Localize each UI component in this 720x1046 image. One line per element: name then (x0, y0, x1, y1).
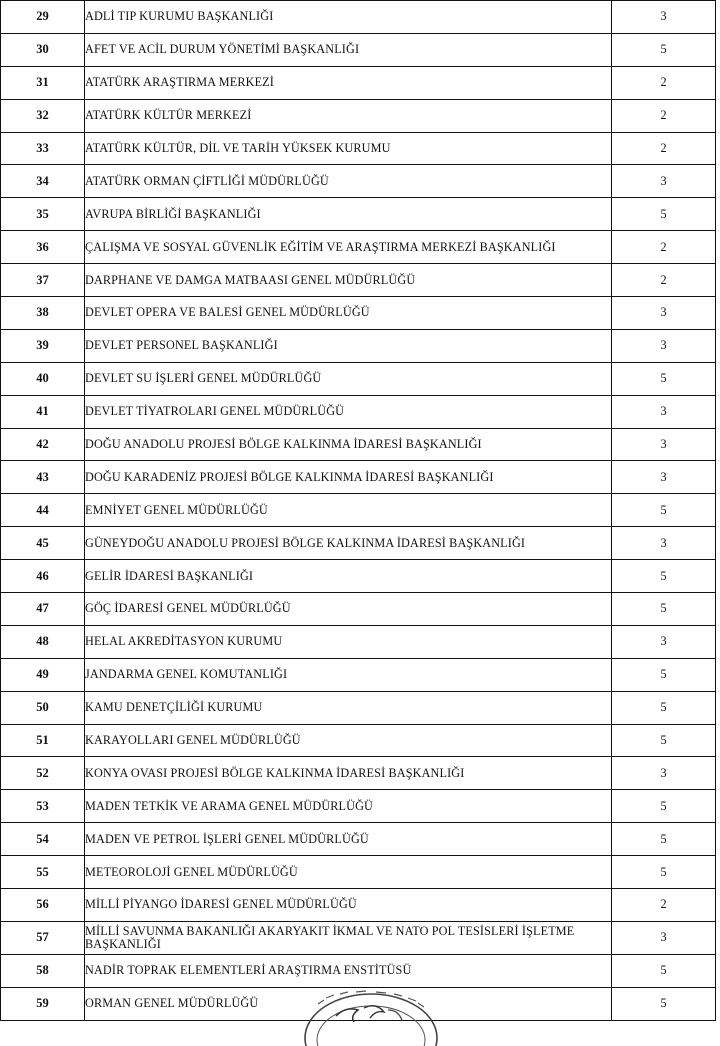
table-row (1, 724, 716, 757)
table-row (1, 66, 716, 99)
table-row (1, 395, 716, 428)
row-value: 3 (612, 921, 716, 954)
row-value: 3 (612, 428, 716, 461)
row-value: 3 (612, 297, 716, 330)
table-row (1, 691, 716, 724)
row-number: 56 (1, 889, 85, 922)
institution-name: KARAYOLLARI GENEL MÜDÜRLÜĞÜ (85, 724, 612, 757)
row-value: 5 (612, 33, 716, 66)
row-number: 52 (1, 757, 85, 790)
row-number: 51 (1, 724, 85, 757)
institution-name: ATATÜRK ARAŞTIRMA MERKEZİ (85, 66, 612, 99)
table-row (1, 33, 716, 66)
table-row (1, 658, 716, 691)
table-row (1, 297, 716, 330)
institution-name: GÖÇ İDARESİ GENEL MÜDÜRLÜĞÜ (85, 593, 612, 626)
row-value: 2 (612, 889, 716, 922)
row-value: 3 (612, 165, 716, 198)
row-value: 5 (612, 823, 716, 856)
row-value: 5 (612, 494, 716, 527)
row-number: 58 (1, 954, 85, 987)
row-value: 5 (612, 593, 716, 626)
table-row (1, 461, 716, 494)
table-row (1, 264, 716, 297)
row-value: 5 (612, 691, 716, 724)
row-value: 2 (612, 264, 716, 297)
institution-name: GELİR İDARESİ BAŞKANLIĞI (85, 560, 612, 593)
row-value: 5 (612, 560, 716, 593)
row-number: 48 (1, 625, 85, 658)
table-row (1, 889, 716, 922)
institution-name: DEVLET OPERA VE BALESİ GENEL MÜDÜRLÜĞÜ (85, 297, 612, 330)
institution-name: MİLLİ PİYANGO İDARESİ GENEL MÜDÜRLÜĞÜ (85, 889, 612, 922)
row-number: 59 (1, 987, 85, 1020)
row-number: 34 (1, 165, 85, 198)
table-body (1, 1, 716, 1021)
row-number: 54 (1, 823, 85, 856)
institution-name: HELAL AKREDİTASYON KURUMU (85, 625, 612, 658)
row-value: 3 (612, 461, 716, 494)
table-row (1, 856, 716, 889)
institution-name: MADEN VE PETROL İŞLERİ GENEL MÜDÜRLÜĞÜ (85, 823, 612, 856)
row-number: 55 (1, 856, 85, 889)
row-number: 49 (1, 658, 85, 691)
row-number: 45 (1, 527, 85, 560)
institution-name: ATATÜRK KÜLTÜR MERKEZİ (85, 99, 612, 132)
table-row (1, 329, 716, 362)
table-row (1, 527, 716, 560)
row-value: 3 (612, 527, 716, 560)
table-row (1, 560, 716, 593)
institution-name: EMNİYET GENEL MÜDÜRLÜĞÜ (85, 494, 612, 527)
row-number: 31 (1, 66, 85, 99)
row-number: 36 (1, 231, 85, 264)
row-value: 5 (612, 362, 716, 395)
row-number: 29 (1, 1, 85, 34)
table-row (1, 494, 716, 527)
row-number: 47 (1, 593, 85, 626)
institution-name: MADEN TETKİK VE ARAMA GENEL MÜDÜRLÜĞÜ (85, 790, 612, 823)
row-value: 2 (612, 66, 716, 99)
table-row (1, 165, 716, 198)
table-row (1, 954, 716, 987)
institution-name: KONYA OVASI PROJESİ BÖLGE KALKINMA İDARESİ BAŞKANLIĞI (85, 757, 612, 790)
row-value: 3 (612, 1, 716, 34)
row-value: 5 (612, 987, 716, 1020)
row-number: 50 (1, 691, 85, 724)
row-value: 2 (612, 99, 716, 132)
row-number: 40 (1, 362, 85, 395)
table-row (1, 790, 716, 823)
institution-name: KAMU DENETÇİLİĞİ KURUMU (85, 691, 612, 724)
row-value: 3 (612, 625, 716, 658)
institution-name: ÇALIŞMA VE SOSYAL GÜVENLİK EĞİTİM VE ARAŞTIRMA MERKEZİ BAŞKANLIĞI (85, 231, 612, 264)
institution-name: DEVLET SU İŞLERİ GENEL MÜDÜRLÜĞÜ (85, 362, 612, 395)
row-number: 57 (1, 921, 85, 954)
table-row (1, 757, 716, 790)
institution-name: DARPHANE VE DAMGA MATBAASI GENEL MÜDÜRLÜĞÜ (85, 264, 612, 297)
table-row (1, 823, 716, 856)
row-value: 2 (612, 132, 716, 165)
row-number: 38 (1, 297, 85, 330)
row-number: 39 (1, 329, 85, 362)
row-number: 33 (1, 132, 85, 165)
table-row (1, 428, 716, 461)
row-number: 41 (1, 395, 85, 428)
table-row (1, 1, 716, 34)
table-row (1, 921, 716, 954)
table-row (1, 132, 716, 165)
row-value: 3 (612, 395, 716, 428)
row-value: 3 (612, 329, 716, 362)
institution-name: METEOROLOJİ GENEL MÜDÜRLÜĞÜ (85, 856, 612, 889)
row-number: 35 (1, 198, 85, 231)
institution-name: DEVLET TİYATROLARI GENEL MÜDÜRLÜĞÜ (85, 395, 612, 428)
table-row (1, 625, 716, 658)
row-number: 32 (1, 99, 85, 132)
row-number: 30 (1, 33, 85, 66)
institution-name: DOĞU ANADOLU PROJESİ BÖLGE KALKINMA İDARESİ BAŞKANLIĞI (85, 428, 612, 461)
official-seal-stamp-icon (296, 986, 446, 1046)
row-value: 5 (612, 856, 716, 889)
row-number: 43 (1, 461, 85, 494)
institution-name: ATATÜRK KÜLTÜR, DİL VE TARİH YÜKSEK KURUMU (85, 132, 612, 165)
institution-name: GÜNEYDOĞU ANADOLU PROJESİ BÖLGE KALKINMA İDARESİ BAŞKANLIĞI (85, 527, 612, 560)
row-number: 42 (1, 428, 85, 461)
institution-name: ATATÜRK ORMAN ÇİFTLİĞİ MÜDÜRLÜĞÜ (85, 165, 612, 198)
institution-name: AFET VE ACİL DURUM YÖNETİMİ BAŞKANLIĞI (85, 33, 612, 66)
row-value: 3 (612, 757, 716, 790)
row-value: 2 (612, 231, 716, 264)
institution-name: DEVLET PERSONEL BAŞKANLIĞI (85, 329, 612, 362)
table-row (1, 198, 716, 231)
institution-name: MİLLİ SAVUNMA BAKANLIĞI AKARYAKIT İKMAL VE NATO POL TESİSLERİ İŞLETME BAŞKANLIĞI (85, 921, 612, 954)
institution-name: DOĞU KARADENİZ PROJESİ BÖLGE KALKINMA İDARESİ BAŞKANLIĞI (85, 461, 612, 494)
institution-name: ADLİ TIP KURUMU BAŞKANLIĞI (85, 1, 612, 34)
row-number: 37 (1, 264, 85, 297)
institution-name: AVRUPA BİRLİĞİ BAŞKANLIĞI (85, 198, 612, 231)
row-number: 44 (1, 494, 85, 527)
institution-name: NADİR TOPRAK ELEMENTLERİ ARAŞTIRMA ENSTİTÜSÜ (85, 954, 612, 987)
institution-name: JANDARMA GENEL KOMUTANLIĞI (85, 658, 612, 691)
table-row (1, 99, 716, 132)
row-number: 53 (1, 790, 85, 823)
row-value: 5 (612, 658, 716, 691)
table-row (1, 593, 716, 626)
row-value: 5 (612, 724, 716, 757)
row-value: 5 (612, 790, 716, 823)
table-row (1, 362, 716, 395)
row-value: 5 (612, 954, 716, 987)
row-number: 46 (1, 560, 85, 593)
table-row (1, 231, 716, 264)
institution-name: ORMAN GENEL MÜDÜRLÜĞÜ (85, 987, 612, 1020)
row-value: 5 (612, 198, 716, 231)
